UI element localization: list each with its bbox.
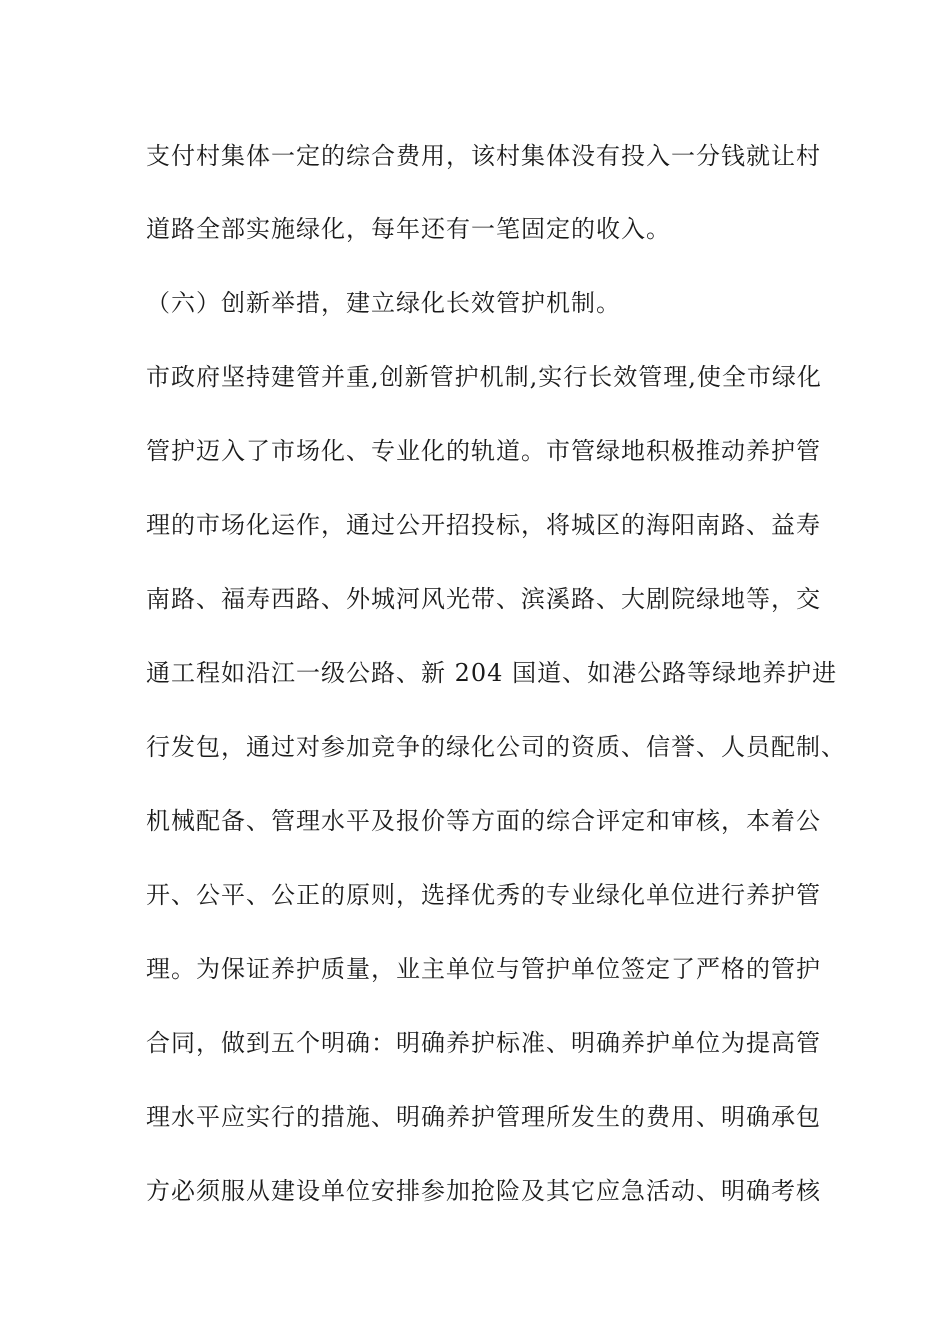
paragraph-line-6: 南路、福寿西路、外城河风光带、滨溪路、大剧院绿地等，交 [146, 585, 821, 613]
paragraph-line-2: 道路全部实施绿化，每年还有一笔固定的收入。 [146, 215, 671, 243]
paragraph-line-8: 行发包，通过对参加竞争的绿化公司的资质、信誉、人员配制、 [146, 733, 846, 761]
paragraph-line-11: 理。为保证养护质量，业主单位与管护单位签定了严格的管护 [146, 955, 821, 983]
paragraph-line-9: 机械配备、管理水平及报价等方面的综合评定和审核，本着公 [146, 807, 821, 835]
paragraph-line-7: 通工程如沿江一级公路、新 204 国道、如港公路等绿地养护进 [146, 659, 838, 687]
paragraph-line-10: 开、公平、公正的原则，选择优秀的专业绿化单位进行养护管 [146, 881, 821, 909]
paragraph-line-1: 支付村集体一定的综合费用，该村集体没有投入一分钱就让村 [146, 142, 821, 170]
paragraph-line-5: 理的市场化运作，通过公开招投标，将城区的海阳南路、益寿 [146, 511, 821, 539]
paragraph-line-12: 合同，做到五个明确：明确养护标准、明确养护单位为提高管 [146, 1029, 821, 1057]
paragraph-line-3: 市政府坚持建管并重,创新管护机制,实行长效管理,使全市绿化 [146, 363, 822, 391]
paragraph-line-13: 理水平应实行的措施、明确养护管理所发生的费用、明确承包 [146, 1103, 821, 1131]
paragraph-line-14: 方必须服从建设单位安排参加抢险及其它应急活动、明确考核 [146, 1177, 821, 1205]
paragraph-line-4: 管护迈入了市场化、专业化的轨道。市管绿地积极推动养护管 [146, 437, 821, 465]
section-heading: （六）创新举措，建立绿化长效管护机制。 [146, 289, 621, 317]
